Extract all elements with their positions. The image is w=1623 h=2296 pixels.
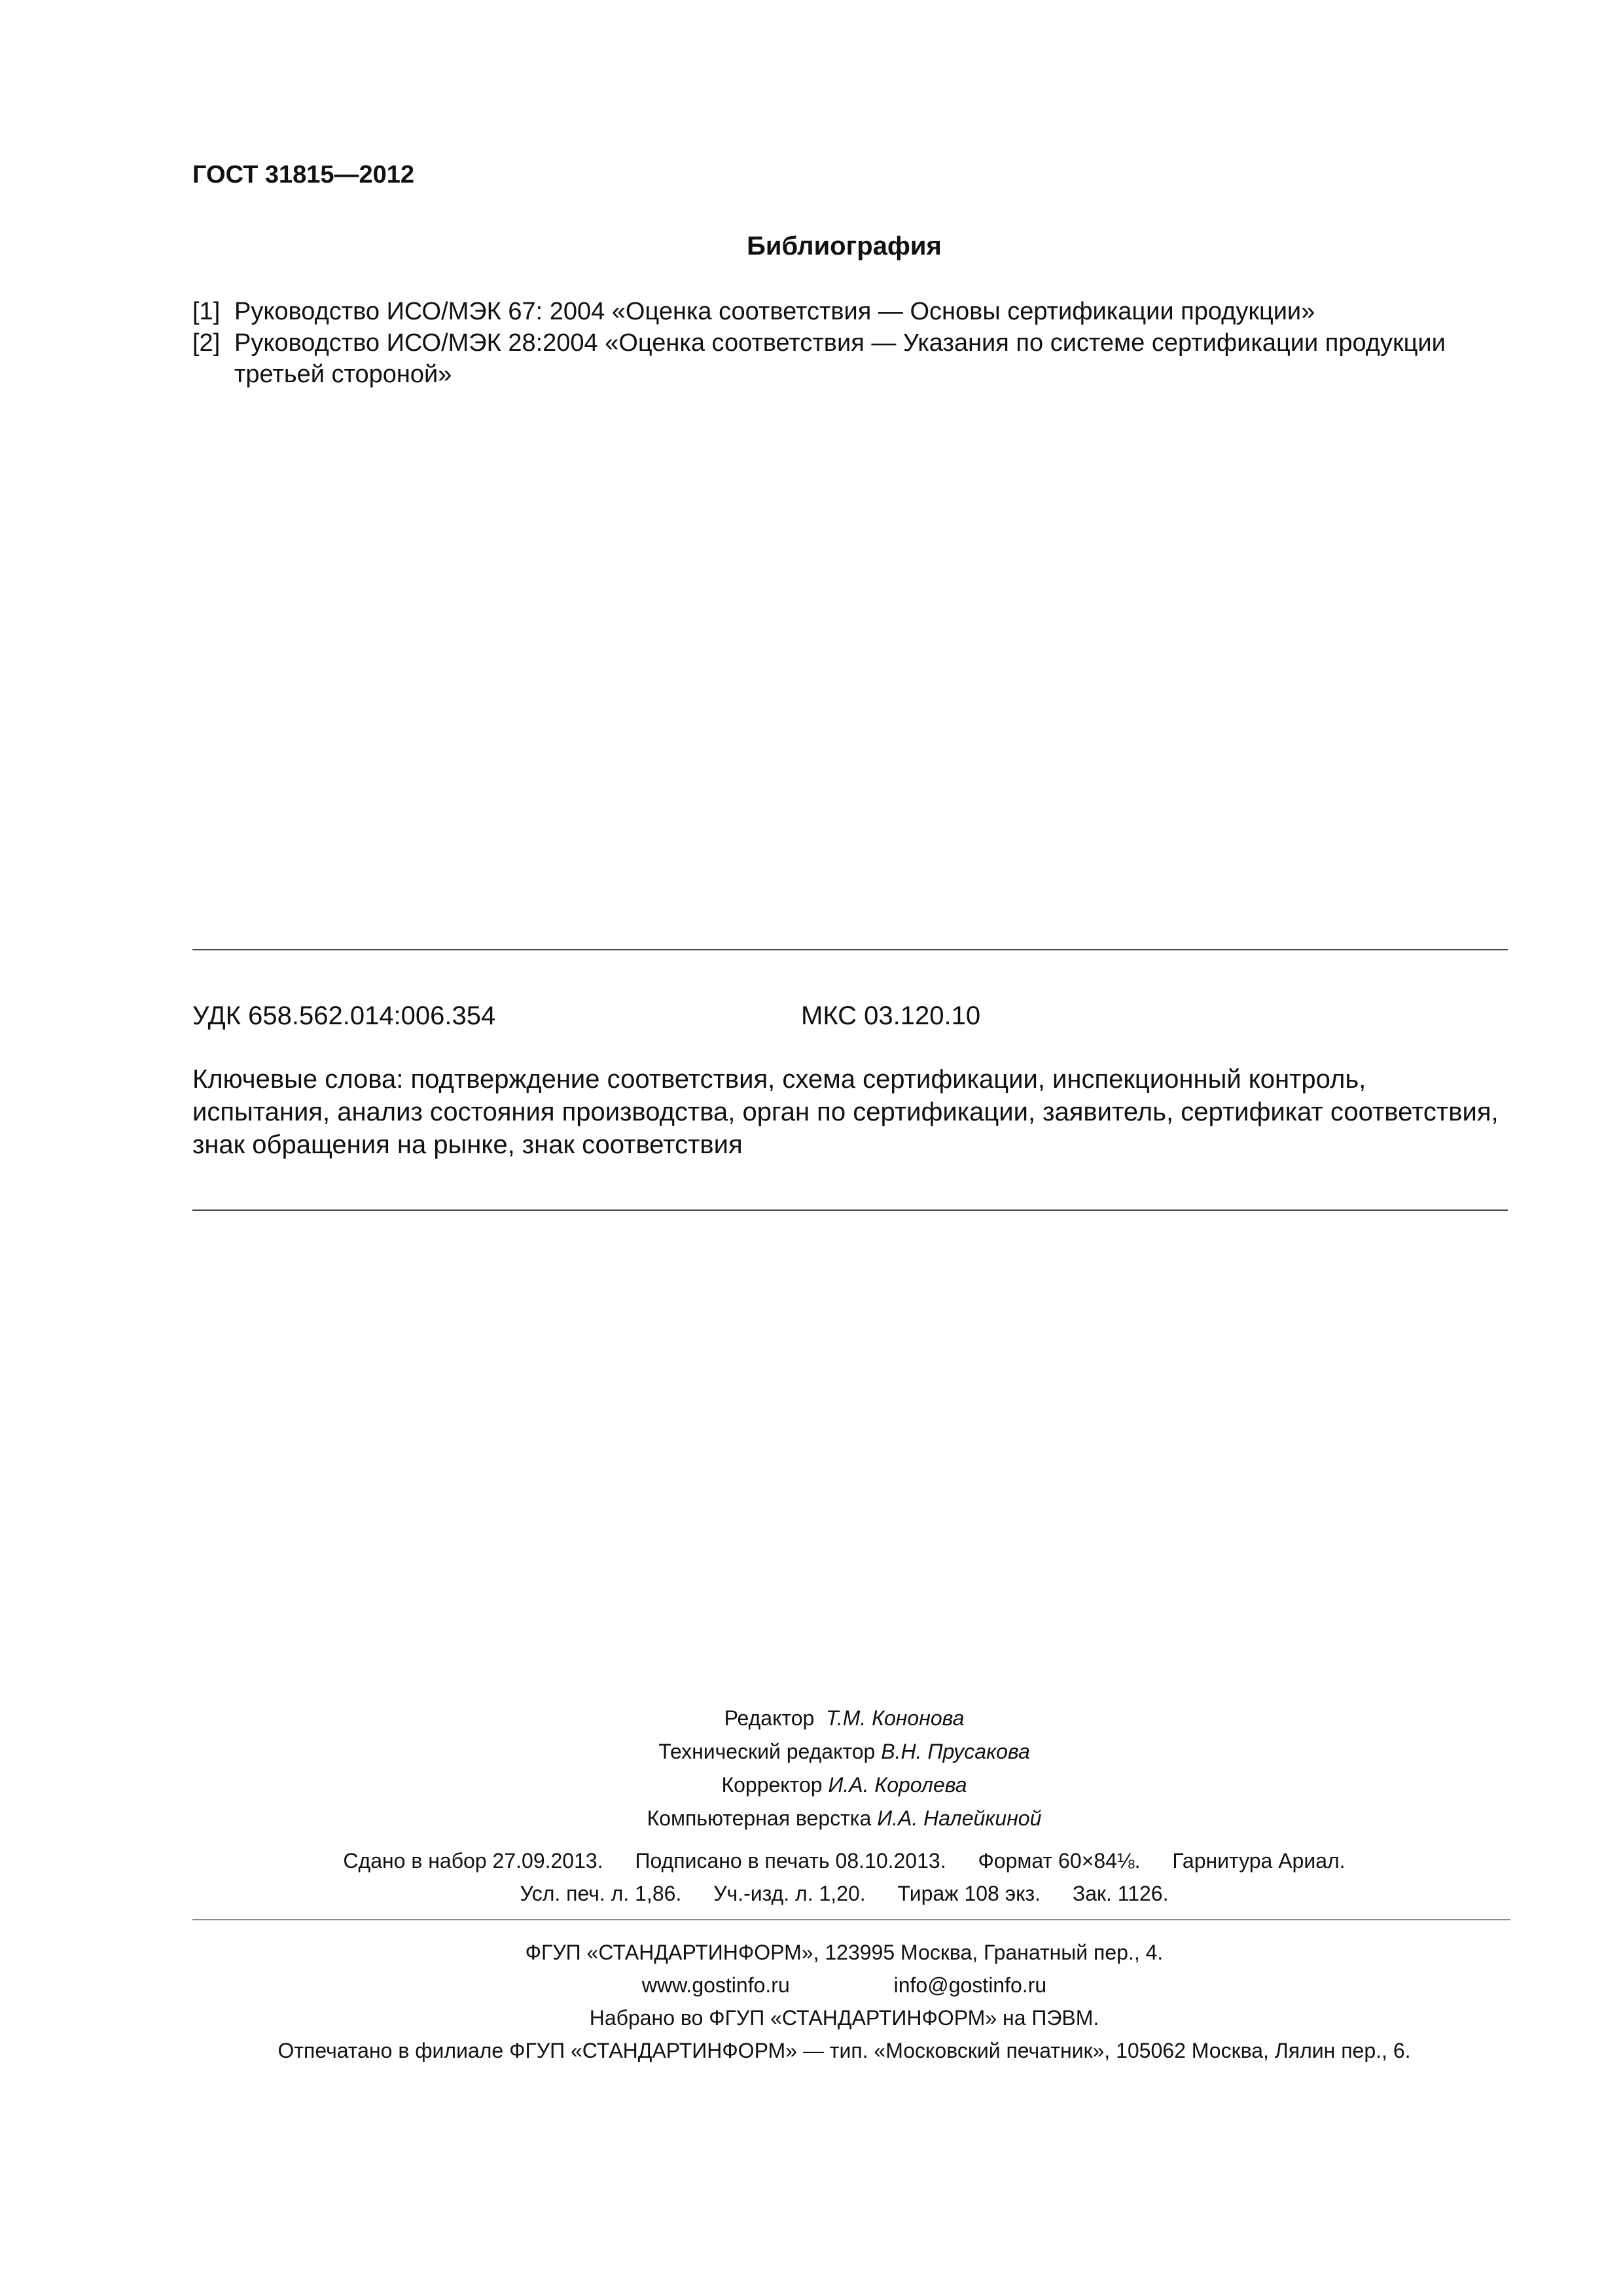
print-info <box>0 1844 1623 1910</box>
keywords: Ключевые слова: подтверждение соответствия, схема сертификации, инспекционный контроль, испытания, анализ состояния производства, орган по сертификации, заявитель, сертификат соответствия, знак обращения на рынке, знак соответствия <box>192 1065 1499 1159</box>
credit-name: Т.М. Кононова <box>826 1706 965 1730</box>
credit-name: И.А. Королева <box>828 1773 967 1797</box>
bibliography-item-number: [2] <box>192 329 221 357</box>
bibliography-list <box>192 296 1508 390</box>
bibliography-item <box>192 296 1508 327</box>
credit-role: Редактор <box>724 1706 815 1730</box>
credit-editor <box>0 1702 1623 1735</box>
credits-block <box>0 1702 1623 1835</box>
udc-code: УДК 658.562.014:006.354 <box>192 1001 496 1030</box>
publisher-website[interactable]: www.gostinfo.ru <box>641 1973 790 1997</box>
document-code: ГОСТ 31815—2012 <box>192 161 415 188</box>
credit-role: Корректор <box>721 1773 823 1797</box>
printed-sheets: Усл. печ. л. 1,86. <box>520 1882 682 1905</box>
credit-name: В.Н. Прусакова <box>881 1740 1030 1763</box>
credit-role: Технический редактор <box>658 1740 876 1763</box>
print-info-line-2 <box>0 1877 1623 1910</box>
bibliography-item <box>192 327 1508 390</box>
credit-proofreader <box>0 1768 1623 1802</box>
bibliography-item-text: Руководство ИСО/МЭК 28:2004 «Оценка соответствия — Указания по системе сертификации продукции третьей стороной» <box>234 329 1446 388</box>
typeset-note: Набрано во ФГУП «СТАНДАРТИНФОРМ» на ПЭВМ. <box>589 2006 1099 2030</box>
publisher-email[interactable]: info@gostinfo.ru <box>893 1973 1047 1997</box>
publisher-contacts <box>0 1969 1623 2001</box>
signed-date: Подписано в печать 08.10.2013. <box>635 1849 946 1873</box>
bibliography-item-number: [1] <box>192 298 221 325</box>
credit-tech-editor <box>0 1735 1623 1768</box>
divider-bottom <box>192 1210 1508 1211</box>
divider-top <box>192 949 1508 950</box>
print-run: Тираж 108 экз. <box>897 1882 1041 1905</box>
typeface: Гарнитура Ариал. <box>1172 1849 1346 1873</box>
paper-format: Формат 60×84⅛. <box>978 1849 1141 1873</box>
edit-sheets: Уч.-изд. л. 1,20. <box>713 1882 866 1905</box>
mks-code: МКС 03.120.10 <box>801 1001 981 1030</box>
bibliography-title: Библиография <box>747 232 942 260</box>
printed-note: Отпечатано в филиале ФГУП «СТАНДАРТИНФОРМ» — тип. «Московский печатник», 105062 Москва, Лялин пер., 6. <box>277 2039 1411 2062</box>
bibliography-item-text: Руководство ИСО/МЭК 67: 2004 «Оценка соответствия — Основы сертификации продукции» <box>234 298 1315 325</box>
divider-publisher <box>192 1919 1510 1920</box>
publisher-block <box>0 1936 1623 2067</box>
print-info-line-1 <box>0 1844 1623 1877</box>
publisher-address: ФГУП «СТАНДАРТИНФОРМ», 123995 Москва, Гранатный пер., 4. <box>525 1941 1164 1964</box>
credit-name: И.А. Налейкиной <box>877 1806 1042 1830</box>
submitted-date: Сдано в набор 27.09.2013. <box>343 1849 603 1873</box>
credit-role: Компьютерная верстка <box>647 1806 872 1830</box>
credit-layout <box>0 1802 1623 1835</box>
order-number: Зак. 1126. <box>1072 1882 1169 1905</box>
